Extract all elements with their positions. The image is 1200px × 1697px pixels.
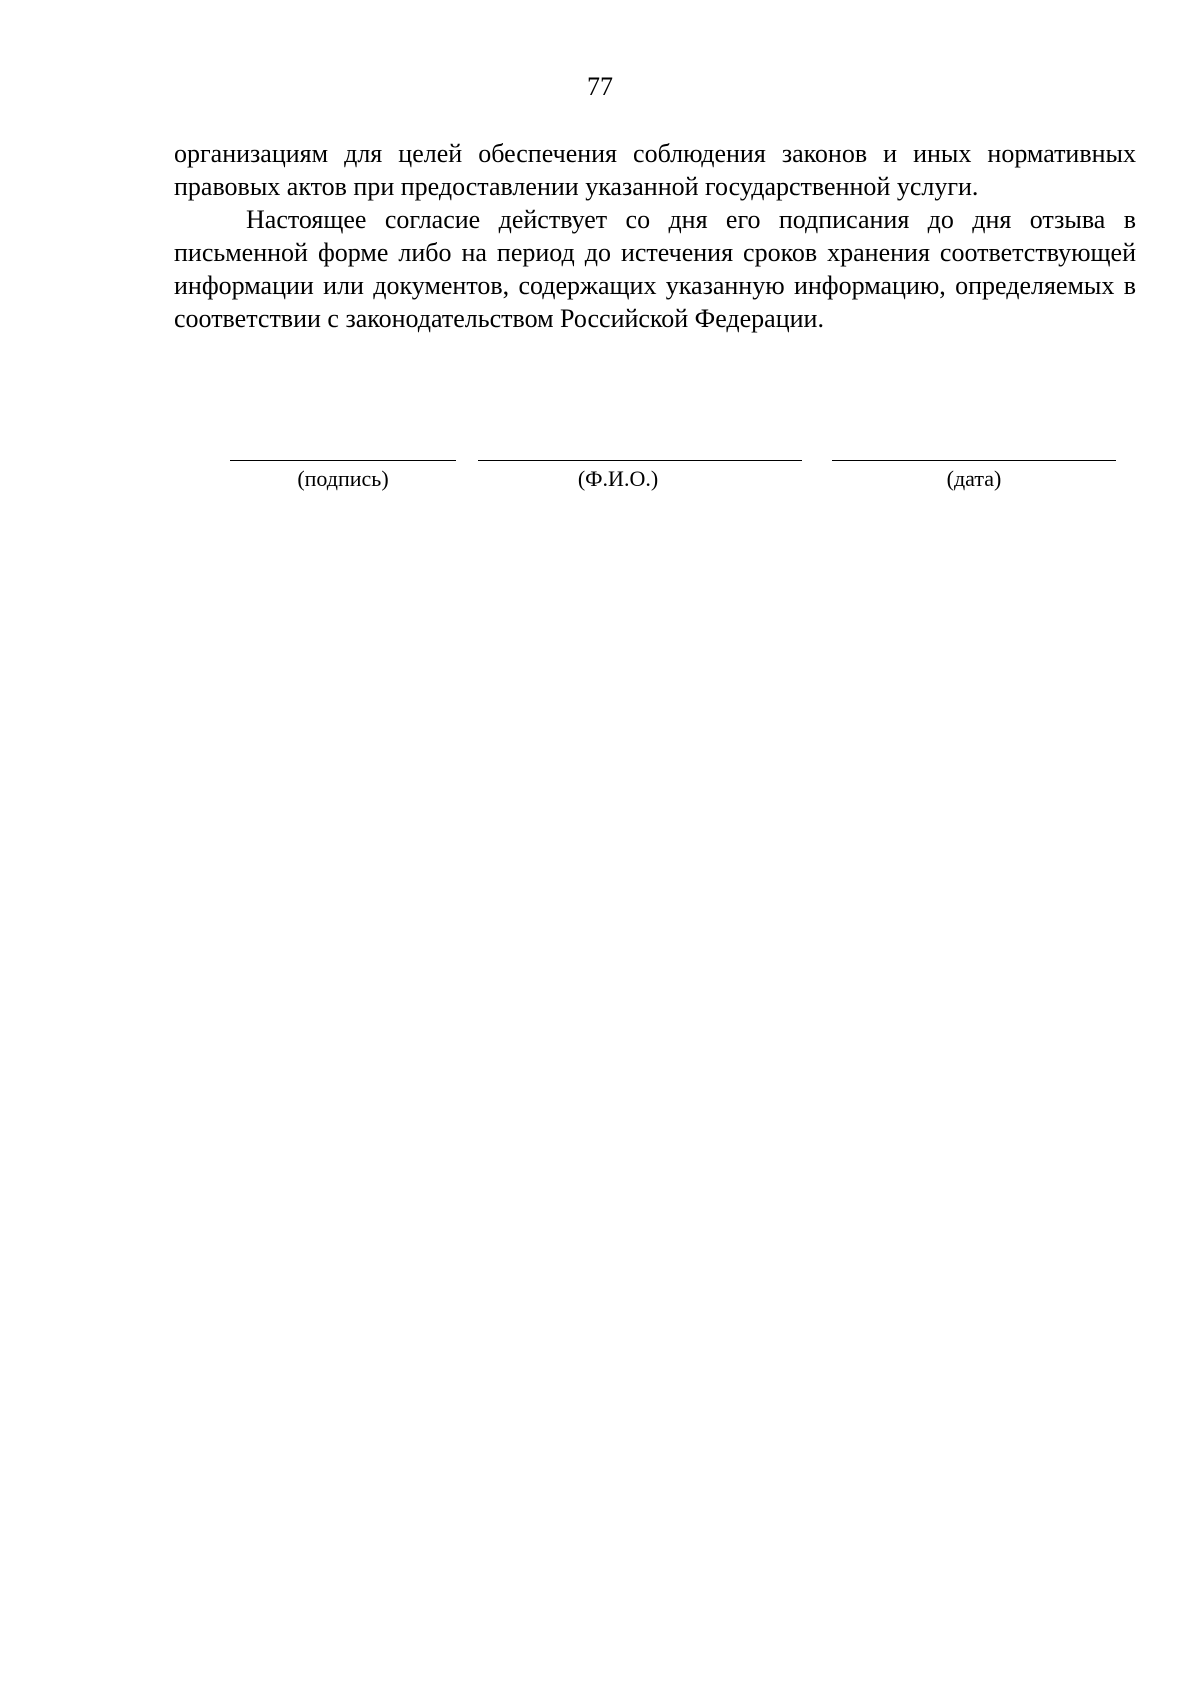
page-number: 77 xyxy=(587,72,613,101)
full-name-line xyxy=(478,460,802,461)
document-body xyxy=(174,137,1136,335)
date-line xyxy=(832,460,1116,461)
signature-line xyxy=(230,460,456,461)
signature-caption: (подпись) xyxy=(297,466,389,491)
paragraph-continuation: организациям для целей обеспечения соблюдения законов и иных нормативных правовых актов при предоставлении указанной государственной услуги. xyxy=(174,139,1136,201)
date-caption: (дата) xyxy=(946,466,1002,491)
paragraph-consent-validity: Настоящее согласие действует со дня его подписания до дня отзыва в письменной форме либо на период до истечения сроков хранения соответствующей информации или документов, содержащих указанную информацию, определяемых в соответствии с законодательством Российской Федерации. xyxy=(174,205,1136,333)
full-name-caption: (Ф.И.О.) xyxy=(577,466,659,491)
